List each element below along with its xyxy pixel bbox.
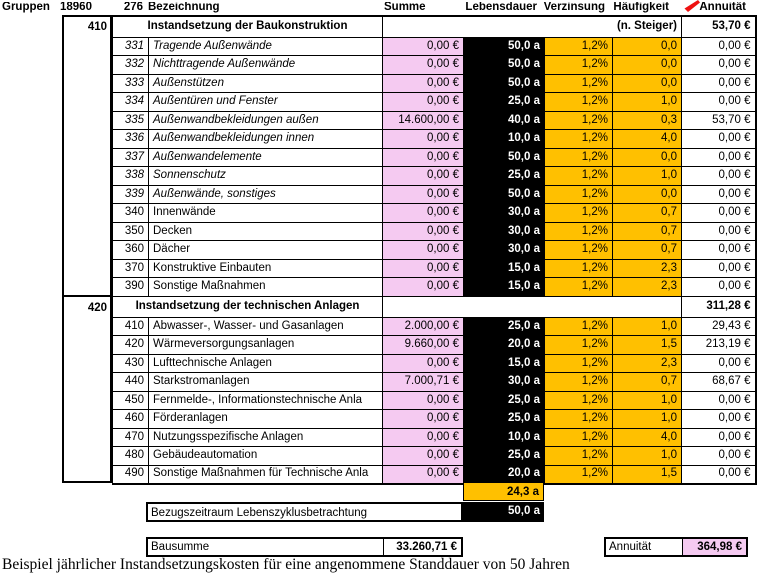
row-name-cell[interactable]: Nutzungsspezifische Anlagen <box>149 428 383 447</box>
row-lebensdauer-cell[interactable]: 15,0 a <box>464 278 545 297</box>
row-annuitaet-cell[interactable]: 0,00 € <box>682 185 756 204</box>
bausumme-label: Bausumme <box>148 539 384 555</box>
row-verzinsung-cell[interactable]: 1,2% <box>545 130 613 149</box>
row-verzinsung-cell[interactable]: 1,2% <box>545 465 613 484</box>
row-verzinsung-cell[interactable]: 1,2% <box>545 148 613 167</box>
row-name-cell[interactable]: Außenwandbekleidungen innen <box>149 130 383 149</box>
row-annuitaet-cell[interactable]: 0,00 € <box>682 204 756 223</box>
row-annuitaet-cell[interactable]: 0,00 € <box>682 148 756 167</box>
table-row <box>113 391 756 410</box>
row-haeufigkeit-cell[interactable]: 0,0 <box>613 56 682 75</box>
header-gruppen-label: Gruppen <box>2 1 50 13</box>
row-haeufigkeit-cell[interactable]: 0,0 <box>613 148 682 167</box>
row-summe-cell[interactable]: 0,00 € <box>383 465 464 484</box>
row-verzinsung-cell[interactable]: 1,2% <box>545 167 613 186</box>
table-row <box>113 278 756 297</box>
row-verzinsung-cell[interactable]: 1,2% <box>545 56 613 75</box>
annuitaet-result-label: Annuität <box>606 539 683 555</box>
row-lebensdauer-cell[interactable]: 30,0 a <box>464 204 545 223</box>
row-annuitaet-cell[interactable]: 0,00 € <box>682 93 756 112</box>
row-code-cell[interactable]: 410 <box>113 317 149 336</box>
row-lebensdauer-cell[interactable]: 20,0 a <box>464 465 545 484</box>
row-lebensdauer-cell[interactable]: 50,0 a <box>464 74 545 93</box>
row-summe-cell[interactable]: 0,00 € <box>383 130 464 149</box>
row-haeufigkeit-cell[interactable]: 2,3 <box>613 259 682 278</box>
section-annuitaet-cell[interactable]: 311,28 € <box>682 296 756 317</box>
row-summe-cell[interactable]: 0,00 € <box>383 410 464 429</box>
row-annuitaet-cell[interactable]: 0,00 € <box>682 391 756 410</box>
header-verzinsung: Verzinsung <box>543 1 605 13</box>
row-lebensdauer-cell[interactable]: 20,0 a <box>464 336 545 355</box>
row-verzinsung-cell[interactable]: 1,2% <box>545 74 613 93</box>
row-name-cell[interactable]: Starkstromanlagen <box>149 373 383 392</box>
table-row <box>113 410 756 429</box>
row-name-cell[interactable]: Außenwandbekleidungen außen <box>149 111 383 130</box>
row-annuitaet-cell[interactable]: 0,00 € <box>682 167 756 186</box>
row-haeufigkeit-cell[interactable]: 4,0 <box>613 130 682 149</box>
row-summe-cell[interactable]: 0,00 € <box>383 391 464 410</box>
table-row <box>113 74 756 93</box>
row-summe-cell[interactable]: 0,00 € <box>383 259 464 278</box>
row-haeufigkeit-cell[interactable]: 0,7 <box>613 373 682 392</box>
row-name-cell[interactable]: Innenwände <box>149 204 383 223</box>
row-annuitaet-cell[interactable]: 0,00 € <box>682 278 756 297</box>
row-haeufigkeit-cell[interactable]: 1,0 <box>613 447 682 466</box>
row-annuitaet-cell[interactable]: 0,00 € <box>682 74 756 93</box>
header-code: 276 <box>123 1 143 13</box>
row-lebensdauer-cell[interactable]: 15,0 a <box>464 354 545 373</box>
row-verzinsung-cell[interactable]: 1,2% <box>545 336 613 355</box>
group-column <box>62 15 112 483</box>
row-haeufigkeit-cell[interactable]: 0,7 <box>613 222 682 241</box>
row-annuitaet-cell[interactable]: 68,67 € <box>682 373 756 392</box>
row-haeufigkeit-cell[interactable]: 4,0 <box>613 428 682 447</box>
row-verzinsung-cell[interactable]: 1,2% <box>545 93 613 112</box>
row-code-cell[interactable]: 440 <box>113 373 149 392</box>
header-gruppen-value: 18960 <box>60 1 92 13</box>
table-row <box>113 93 756 112</box>
row-summe-cell[interactable]: 0,00 € <box>383 93 464 112</box>
row-verzinsung-cell[interactable]: 1,2% <box>545 185 613 204</box>
row-verzinsung-cell[interactable]: 1,2% <box>545 410 613 429</box>
section-header-row-410 <box>113 16 756 37</box>
row-verzinsung-cell[interactable]: 1,2% <box>545 317 613 336</box>
row-lebensdauer-cell[interactable]: 10,0 a <box>464 130 545 149</box>
row-verzinsung-cell[interactable]: 1,2% <box>545 373 613 392</box>
row-lebensdauer-cell[interactable]: 25,0 a <box>464 447 545 466</box>
row-lebensdauer-cell[interactable]: 25,0 a <box>464 93 545 112</box>
figure-caption: Beispiel jährlicher Instandsetzungskosten für eine angenommene Standdauer von 50 Jahren <box>2 556 570 573</box>
header-summe: Summe <box>384 1 426 13</box>
section-annuitaet-cell[interactable]: 53,70 € <box>682 16 756 37</box>
row-annuitaet-cell[interactable]: 29,43 € <box>682 317 756 336</box>
row-name-cell[interactable]: Abwasser-, Wasser- und Gasanlagen <box>149 317 383 336</box>
row-verzinsung-cell[interactable]: 1,2% <box>545 428 613 447</box>
header-haeufigkeit: Häufigkeit <box>613 1 669 13</box>
row-lebensdauer-cell[interactable]: 25,0 a <box>464 391 545 410</box>
row-name-cell[interactable]: Sonstige Maßnahmen für Technische Anla <box>149 465 383 484</box>
row-verzinsung-cell[interactable]: 1,2% <box>545 391 613 410</box>
section-note: (n. Steiger) <box>383 16 682 37</box>
row-lebensdauer-cell[interactable]: 25,0 a <box>464 410 545 429</box>
row-summe-cell[interactable]: 0,00 € <box>383 428 464 447</box>
row-lebensdauer-cell[interactable]: 40,0 a <box>464 111 545 130</box>
row-name-cell[interactable]: Nichttragende Außenwände <box>149 56 383 75</box>
row-code-cell[interactable]: 470 <box>113 428 149 447</box>
row-verzinsung-cell[interactable]: 1,2% <box>545 259 613 278</box>
row-haeufigkeit-cell[interactable]: 1,0 <box>613 167 682 186</box>
row-code-cell[interactable]: 370 <box>113 259 149 278</box>
row-annuitaet-cell[interactable]: 0,00 € <box>682 410 756 429</box>
table-row <box>113 222 756 241</box>
row-lebensdauer-cell[interactable]: 50,0 a <box>464 185 545 204</box>
row-summe-cell[interactable]: 0,00 € <box>383 74 464 93</box>
row-verzinsung-cell[interactable]: 1,2% <box>545 37 613 56</box>
row-haeufigkeit-cell[interactable]: 0,0 <box>613 185 682 204</box>
row-code-cell[interactable]: 340 <box>113 204 149 223</box>
header-bezeichnung: Bezeichnung <box>148 1 220 13</box>
row-haeufigkeit-cell[interactable]: 1,0 <box>613 93 682 112</box>
table-row <box>113 56 756 75</box>
row-summe-cell[interactable]: 2.000,00 € <box>383 317 464 336</box>
row-code-cell[interactable]: 420 <box>113 336 149 355</box>
row-name-cell[interactable]: Decken <box>149 222 383 241</box>
row-summe-cell[interactable]: 0,00 € <box>383 278 464 297</box>
group-number-410: 410 <box>87 21 107 33</box>
table-row <box>113 204 756 223</box>
row-verzinsung-cell[interactable]: 1,2% <box>545 447 613 466</box>
table-row <box>113 336 756 355</box>
group-number-420: 420 <box>87 302 107 314</box>
row-name-cell[interactable]: Tragende Außenwände <box>149 37 383 56</box>
row-summe-cell[interactable]: 0,00 € <box>383 56 464 75</box>
row-annuitaet-cell[interactable]: 53,70 € <box>682 111 756 130</box>
row-haeufigkeit-cell[interactable]: 1,5 <box>613 336 682 355</box>
row-annuitaet-cell[interactable]: 0,00 € <box>682 465 756 484</box>
row-lebensdauer-cell[interactable]: 50,0 a <box>464 148 545 167</box>
row-haeufigkeit-cell[interactable]: 1,0 <box>613 391 682 410</box>
row-haeufigkeit-cell[interactable]: 0,0 <box>613 37 682 56</box>
row-lebensdauer-cell[interactable]: 25,0 a <box>464 167 545 186</box>
row-lebensdauer-cell[interactable]: 50,0 a <box>464 37 545 56</box>
row-annuitaet-cell[interactable]: 0,00 € <box>682 428 756 447</box>
row-code-cell[interactable]: 336 <box>113 130 149 149</box>
row-summe-cell[interactable]: 9.660,00 € <box>383 336 464 355</box>
table-row <box>113 37 756 56</box>
row-name-cell[interactable]: Lufttechnische Anlagen <box>149 354 383 373</box>
row-code-cell[interactable]: 337 <box>113 148 149 167</box>
table-row <box>113 241 756 260</box>
section-header-row-420 <box>113 296 756 317</box>
row-name-cell[interactable]: Förderanlagen <box>149 410 383 429</box>
table-row <box>113 465 756 484</box>
table-row <box>113 167 756 186</box>
row-summe-cell[interactable]: 0,00 € <box>383 354 464 373</box>
table-row <box>113 317 756 336</box>
row-verzinsung-cell[interactable]: 1,2% <box>545 204 613 223</box>
row-code-cell[interactable]: 390 <box>113 278 149 297</box>
table-row <box>113 148 756 167</box>
row-summe-cell[interactable]: 0,00 € <box>383 447 464 466</box>
row-verzinsung-cell[interactable]: 1,2% <box>545 354 613 373</box>
section-title: Instandsetzung der Baukonstruktion <box>113 16 383 37</box>
table-row <box>113 447 756 466</box>
row-annuitaet-cell[interactable]: 0,00 € <box>682 130 756 149</box>
row-haeufigkeit-cell[interactable]: 0,7 <box>613 204 682 223</box>
table-row <box>113 185 756 204</box>
row-verzinsung-cell[interactable]: 1,2% <box>545 278 613 297</box>
row-lebensdauer-cell[interactable]: 30,0 a <box>464 241 545 260</box>
row-lebensdauer-cell[interactable]: 30,0 a <box>464 373 545 392</box>
cost-table <box>112 15 757 485</box>
row-annuitaet-cell[interactable]: 0,00 € <box>682 241 756 260</box>
table-header-row <box>0 0 757 15</box>
row-name-cell[interactable]: Sonstige Maßnahmen <box>149 278 383 297</box>
row-summe-cell[interactable]: 0,00 € <box>383 222 464 241</box>
row-name-cell[interactable]: Dächer <box>149 241 383 260</box>
average-lebensdauer-cell[interactable]: 24,3 a <box>463 482 544 501</box>
comment-arrow-icon <box>682 0 700 12</box>
row-code-cell[interactable]: 460 <box>113 410 149 429</box>
row-summe-cell[interactable]: 0,00 € <box>383 204 464 223</box>
row-name-cell[interactable]: Wärmeversorgungsanlagen <box>149 336 383 355</box>
row-summe-cell[interactable]: 7.000,71 € <box>383 373 464 392</box>
table-row <box>113 130 756 149</box>
row-haeufigkeit-cell[interactable]: 1,0 <box>613 410 682 429</box>
header-lebensdauer: Lebensdauer <box>465 1 537 13</box>
row-name-cell[interactable]: Außenwände, sonstiges <box>149 185 383 204</box>
table-row <box>113 259 756 278</box>
row-code-cell[interactable]: 480 <box>113 447 149 466</box>
row-haeufigkeit-cell[interactable]: 1,5 <box>613 465 682 484</box>
row-code-cell[interactable]: 331 <box>113 37 149 56</box>
row-lebensdauer-cell[interactable]: 30,0 a <box>464 222 545 241</box>
section-divider-line <box>62 295 112 297</box>
row-haeufigkeit-cell[interactable]: 2,3 <box>613 278 682 297</box>
row-verzinsung-cell[interactable]: 1,2% <box>545 111 613 130</box>
row-code-cell[interactable]: 339 <box>113 185 149 204</box>
row-summe-cell[interactable]: 0,00 € <box>383 167 464 186</box>
row-code-cell[interactable]: 350 <box>113 222 149 241</box>
row-code-cell[interactable]: 338 <box>113 167 149 186</box>
table-row <box>113 111 756 130</box>
row-annuitaet-cell[interactable]: 0,00 € <box>682 56 756 75</box>
row-name-cell[interactable]: Außentüren und Fenster <box>149 93 383 112</box>
row-code-cell[interactable]: 335 <box>113 111 149 130</box>
table-row <box>113 354 756 373</box>
row-code-cell[interactable]: 430 <box>113 354 149 373</box>
row-name-cell[interactable]: Sonnenschutz <box>149 167 383 186</box>
section-note <box>383 296 682 317</box>
row-code-cell[interactable]: 333 <box>113 74 149 93</box>
row-annuitaet-cell[interactable]: 0,00 € <box>682 37 756 56</box>
row-haeufigkeit-cell[interactable]: 0,7 <box>613 241 682 260</box>
row-name-cell[interactable]: Außenstützen <box>149 74 383 93</box>
row-annuitaet-cell[interactable]: 0,00 € <box>682 447 756 466</box>
row-haeufigkeit-cell[interactable]: 0,0 <box>613 74 682 93</box>
annuitaet-result-box <box>604 537 748 557</box>
row-annuitaet-cell[interactable]: 0,00 € <box>682 259 756 278</box>
row-code-cell[interactable]: 332 <box>113 56 149 75</box>
row-haeufigkeit-cell[interactable]: 0,3 <box>613 111 682 130</box>
bausumme-value-cell[interactable]: 33.260,71 € <box>396 541 457 553</box>
row-code-cell[interactable]: 450 <box>113 391 149 410</box>
table-row <box>113 373 756 392</box>
row-name-cell[interactable]: Konstruktive Einbauten <box>149 259 383 278</box>
row-verzinsung-cell[interactable]: 1,2% <box>545 241 613 260</box>
table-row <box>113 428 756 447</box>
row-summe-cell[interactable]: 0,00 € <box>383 185 464 204</box>
row-name-cell[interactable]: Fernmelde-, Informationstechnische Anla <box>149 391 383 410</box>
annuitaet-result-value-cell[interactable]: 364,98 € <box>683 539 746 555</box>
row-annuitaet-cell[interactable]: 213,19 € <box>682 336 756 355</box>
row-summe-cell[interactable]: 0,00 € <box>383 148 464 167</box>
row-code-cell[interactable]: 334 <box>113 93 149 112</box>
row-lebensdauer-cell[interactable]: 25,0 a <box>464 317 545 336</box>
bausumme-box <box>146 537 463 557</box>
row-haeufigkeit-cell[interactable]: 1,0 <box>613 317 682 336</box>
row-name-cell[interactable]: Gebäudeautomation <box>149 447 383 466</box>
row-name-cell[interactable]: Außenwandelemente <box>149 148 383 167</box>
row-lebensdauer-cell[interactable]: 10,0 a <box>464 428 545 447</box>
row-haeufigkeit-cell[interactable]: 2,3 <box>613 354 682 373</box>
bezugszeitraum-value-cell[interactable]: 50,0 a <box>463 502 544 522</box>
row-lebensdauer-cell[interactable]: 15,0 a <box>464 259 545 278</box>
bezugszeitraum-label: Bezugszeitraum Lebenszyklusbetrachtung <box>146 502 463 522</box>
row-annuitaet-cell[interactable]: 0,00 € <box>682 222 756 241</box>
row-summe-cell[interactable]: 14.600,00 € <box>383 111 464 130</box>
row-code-cell[interactable]: 360 <box>113 241 149 260</box>
row-verzinsung-cell[interactable]: 1,2% <box>545 222 613 241</box>
row-summe-cell[interactable]: 0,00 € <box>383 241 464 260</box>
row-summe-cell[interactable]: 0,00 € <box>383 37 464 56</box>
header-annuitaet: Annuität <box>699 1 746 13</box>
row-lebensdauer-cell[interactable]: 50,0 a <box>464 56 545 75</box>
section-title: Instandsetzung der technischen Anlagen <box>113 296 383 317</box>
row-annuitaet-cell[interactable]: 0,00 € <box>682 354 756 373</box>
row-code-cell[interactable]: 490 <box>113 465 149 484</box>
